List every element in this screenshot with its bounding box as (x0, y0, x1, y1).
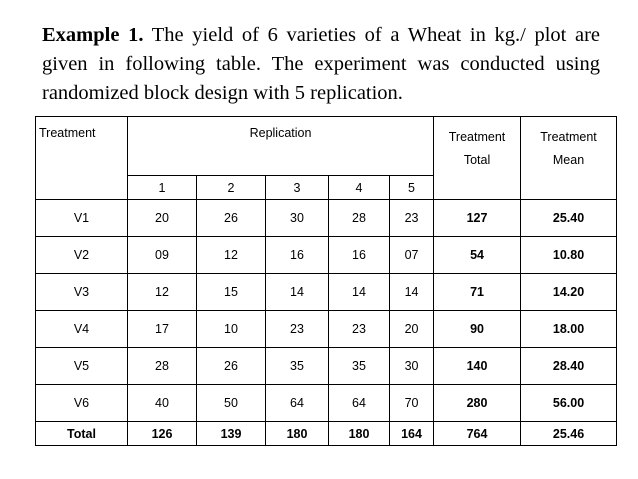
row-total-cell: 140 (434, 348, 521, 385)
value-cell: 28 (329, 200, 390, 237)
value-cell: 16 (329, 237, 390, 274)
value-cell: 09 (128, 237, 197, 274)
table-row (36, 274, 617, 311)
value-cell: 26 (197, 348, 266, 385)
header-row (36, 117, 617, 176)
header-treatment-total-line1: Treatment (448, 130, 506, 144)
table-row (36, 311, 617, 348)
header-treatment-total (434, 117, 521, 200)
treatment-cell: V5 (36, 348, 128, 385)
value-cell: 40 (128, 385, 197, 422)
value-cell: 23 (390, 200, 434, 237)
header-treatment-mean-line1: Treatment (540, 130, 597, 144)
example-label: Example 1. (42, 24, 144, 46)
row-mean-cell: 28.40 (521, 348, 617, 385)
column-total-cell: 180 (329, 422, 390, 446)
row-total-cell: 54 (434, 237, 521, 274)
value-cell: 10 (197, 311, 266, 348)
header-treatment: Treatment (36, 117, 128, 200)
column-total-cell: 126 (128, 422, 197, 446)
grand-mean-cell: 25.46 (521, 422, 617, 446)
row-mean-cell: 25.40 (521, 200, 617, 237)
treatment-cell: V1 (36, 200, 128, 237)
value-cell: 12 (197, 237, 266, 274)
total-row (36, 422, 617, 446)
value-cell: 35 (266, 348, 329, 385)
table-row (36, 200, 617, 237)
value-cell: 35 (329, 348, 390, 385)
row-total-cell: 127 (434, 200, 521, 237)
value-cell: 70 (390, 385, 434, 422)
value-cell: 30 (266, 200, 329, 237)
row-total-cell: 71 (434, 274, 521, 311)
value-cell: 20 (128, 200, 197, 237)
value-cell: 20 (390, 311, 434, 348)
table-row (36, 385, 617, 422)
value-cell: 30 (390, 348, 434, 385)
yield-table (35, 116, 617, 446)
row-mean-cell: 10.80 (521, 237, 617, 274)
header-treatment-total-line2: Total (463, 153, 491, 167)
treatment-cell: V2 (36, 237, 128, 274)
column-total-cell: 180 (266, 422, 329, 446)
column-total-cell: 164 (390, 422, 434, 446)
replication-number: 4 (329, 176, 390, 200)
total-label: Total (36, 422, 128, 446)
row-mean-cell: 56.00 (521, 385, 617, 422)
replication-number: 3 (266, 176, 329, 200)
header-treatment-mean-line2: Mean (552, 153, 585, 167)
grand-total-cell: 764 (434, 422, 521, 446)
replication-number: 5 (390, 176, 434, 200)
replication-number: 1 (128, 176, 197, 200)
value-cell: 50 (197, 385, 266, 422)
treatment-cell: V4 (36, 311, 128, 348)
row-total-cell: 280 (434, 385, 521, 422)
row-mean-cell: 14.20 (521, 274, 617, 311)
value-cell: 14 (266, 274, 329, 311)
value-cell: 23 (266, 311, 329, 348)
value-cell: 23 (329, 311, 390, 348)
example-paragraph (42, 21, 600, 108)
value-cell: 16 (266, 237, 329, 274)
header-treatment-mean (521, 117, 617, 200)
value-cell: 14 (329, 274, 390, 311)
treatment-cell: V3 (36, 274, 128, 311)
value-cell: 64 (266, 385, 329, 422)
treatment-cell: V6 (36, 385, 128, 422)
row-mean-cell: 18.00 (521, 311, 617, 348)
value-cell: 17 (128, 311, 197, 348)
column-total-cell: 139 (197, 422, 266, 446)
row-total-cell: 90 (434, 311, 521, 348)
value-cell: 12 (128, 274, 197, 311)
value-cell: 15 (197, 274, 266, 311)
example-text: The yield of 6 varieties of a Wheat in kg./ plot are given in following table. The experiment was conducted using randomized block design with 5 replication. (42, 24, 601, 104)
value-cell: 07 (390, 237, 434, 274)
table-row (36, 237, 617, 274)
value-cell: 28 (128, 348, 197, 385)
value-cell: 14 (390, 274, 434, 311)
table-row (36, 348, 617, 385)
replication-number: 2 (197, 176, 266, 200)
value-cell: 64 (329, 385, 390, 422)
value-cell: 26 (197, 200, 266, 237)
header-replication: Replication (128, 117, 434, 176)
